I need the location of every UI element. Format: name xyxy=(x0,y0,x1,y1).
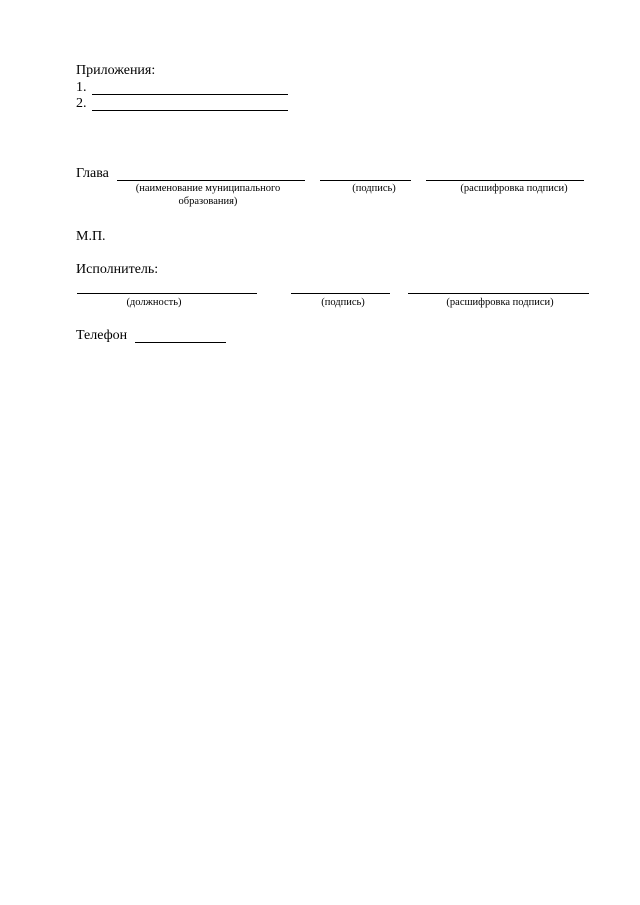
phone-line xyxy=(135,342,226,343)
attachment-number-1: 1. xyxy=(76,80,87,95)
head-decode-line xyxy=(426,180,584,181)
attachments-title: Приложения: xyxy=(76,63,156,78)
attachment-line-1 xyxy=(92,94,288,95)
executor-label: Исполнитель: xyxy=(76,262,159,277)
executor-position-caption: (должность) xyxy=(126,297,182,308)
stamp-label: М.П. xyxy=(76,229,106,244)
executor-position-line xyxy=(77,293,257,294)
executor-decode-caption: (расшифровка подписи) xyxy=(446,297,554,308)
head-decode-caption: (расшифровка подписи) xyxy=(460,183,568,194)
head-signature-line xyxy=(320,180,411,181)
attachment-line-2 xyxy=(92,110,288,111)
executor-decode-line xyxy=(408,293,589,294)
head-signature-caption: (подпись) xyxy=(352,183,396,194)
executor-signature-line xyxy=(291,293,390,294)
head-org-caption-2: образования) xyxy=(178,196,238,207)
head-org-caption-1: (наименование муниципального xyxy=(135,183,281,194)
phone-label: Телефон xyxy=(76,328,128,343)
executor-signature-caption: (подпись) xyxy=(321,297,365,308)
head-org-line xyxy=(117,180,305,181)
attachment-number-2: 2. xyxy=(76,96,87,111)
head-label: Глава xyxy=(76,166,109,181)
